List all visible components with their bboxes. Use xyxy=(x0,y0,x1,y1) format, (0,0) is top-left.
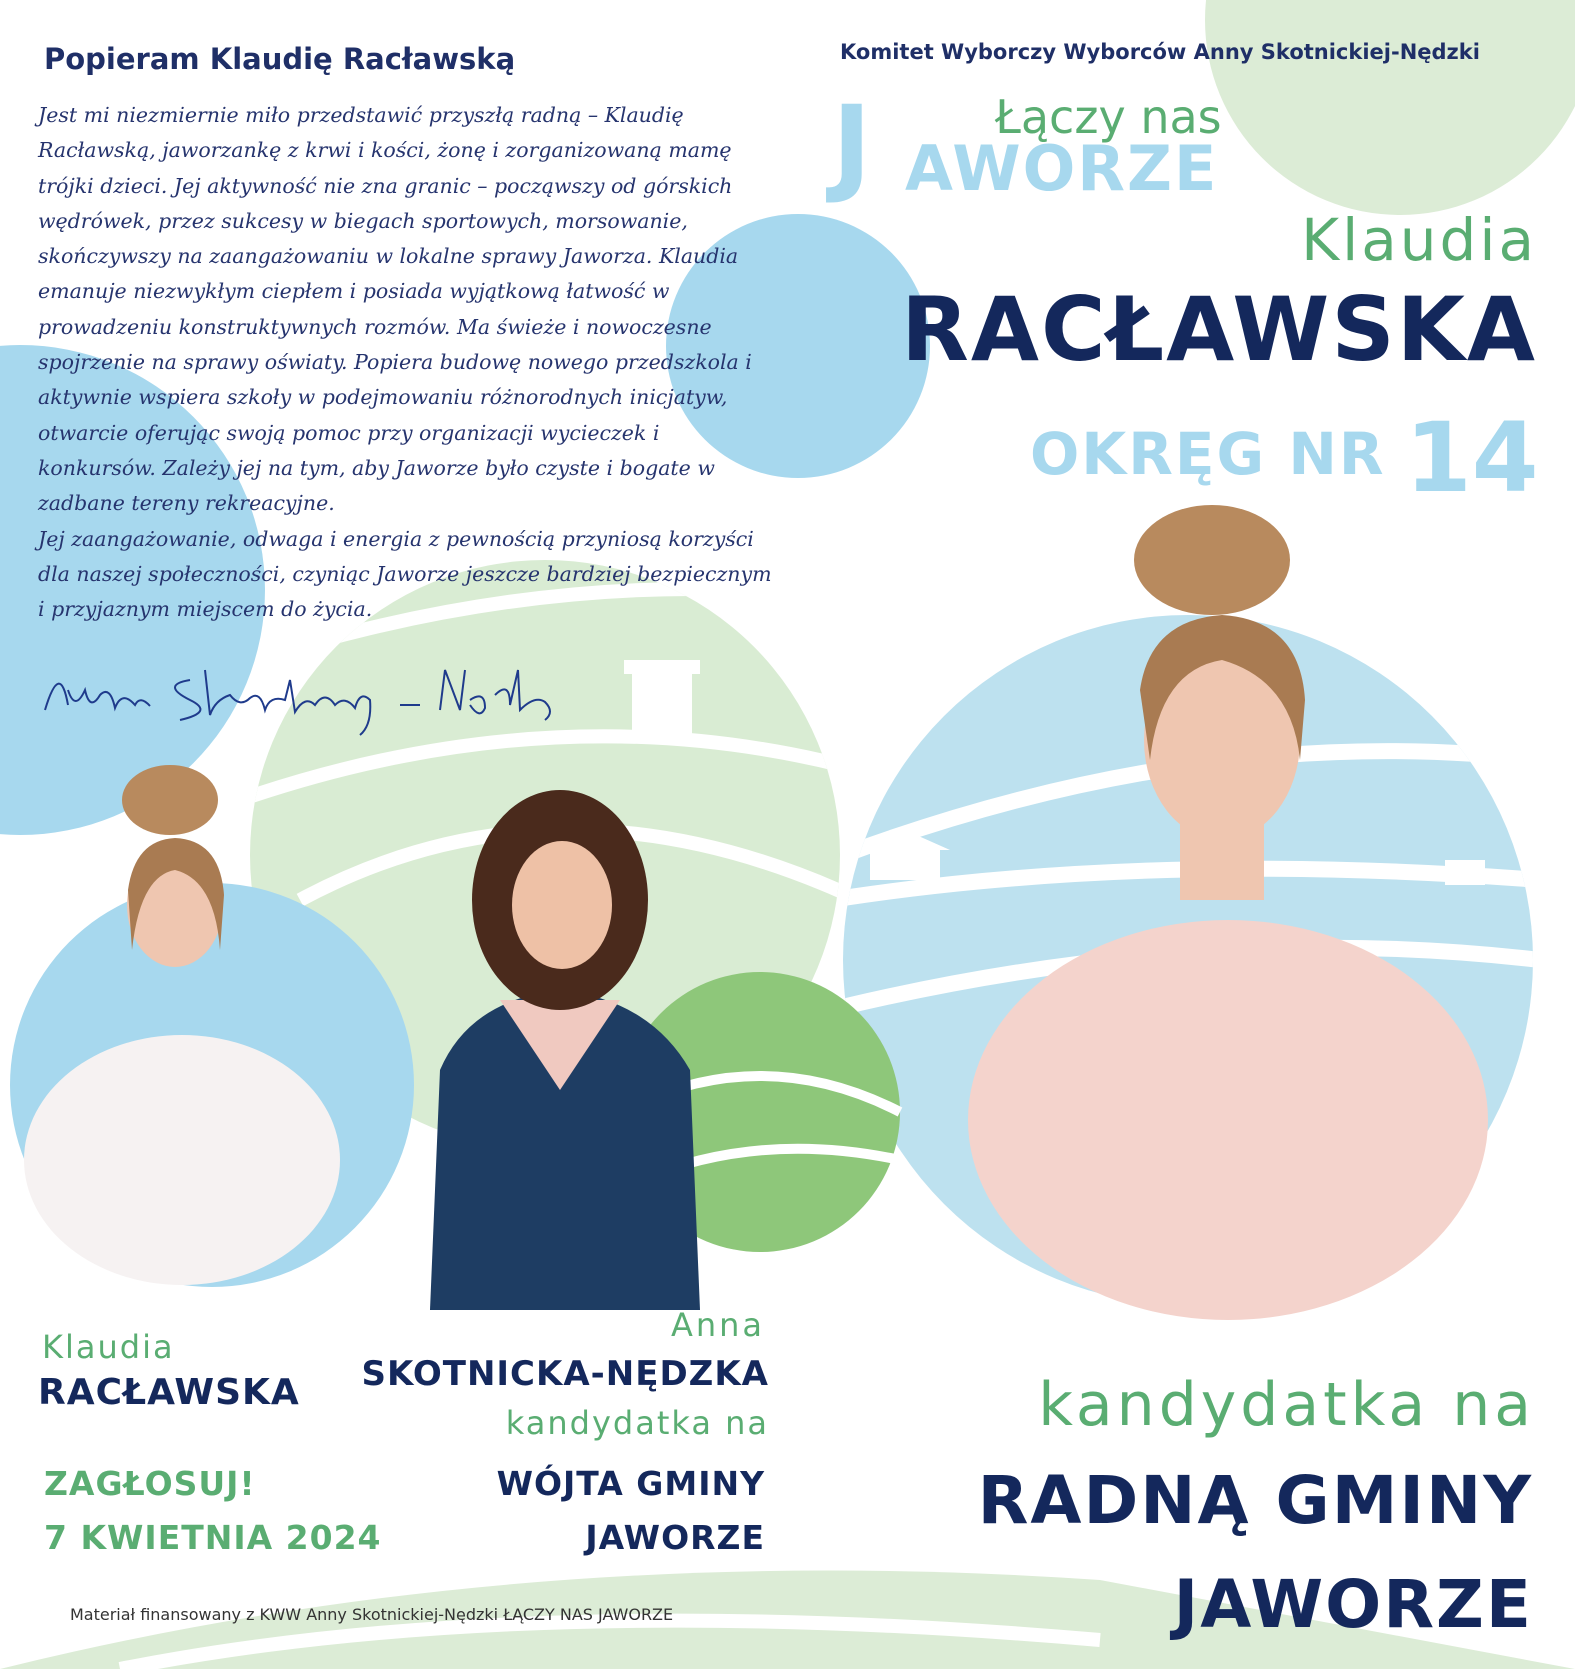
candidate-first-name: Klaudia xyxy=(1301,206,1537,274)
left-caption-last-name: RACŁAWSKA xyxy=(38,1372,300,1413)
vote-date: 7 KWIETNIA 2024 xyxy=(44,1518,382,1557)
mayor-last-name: SKOTNICKA-NĘDZKA xyxy=(361,1354,769,1394)
district-label: OKRĘG NR xyxy=(1030,420,1386,488)
committee-name: Komitet Wyborczy Wyborców Anny Skotnickiej-Nędzki xyxy=(840,40,1480,64)
district-number: 14 xyxy=(1405,402,1539,514)
mayor-first-name: Anna xyxy=(670,1306,765,1344)
support-heading: Popieram Klaudię Racławską xyxy=(44,42,516,76)
mayor-office-line2: JAWORZE xyxy=(585,1518,765,1557)
support-paragraph: Jest mi niezmiernie miło przedstawić przyszłą radną – Klaudię Racławską, jaworzankę z krwi i kości, żonę i zorganizowaną mamę trójki dzieci. Jej aktywność nie zna granic – począwszy od górskich wędrówek, przez sukcesy w biegach sportowych, morsowanie, skończywszy na zaangażowaniu w lokalne sprawy Jaworza. Klaudia emanuje niezwykłym ciepłem i posiada wyjątkową łatwość w prowadzeniu konstruktywnych rozmów. Ma świeże i nowoczesne spojrzenie na sprawy oświaty. Popiera budowę nowego przedszkola i aktywnie wspiera szkoły w podejmowaniu różnorodnych inicjatyw, otwarcie oferując swoją pomoc przy organizacji wycieczek i konkursów. Zależy jej na tym, aby Jaworze było czyste i bogate w zadbane tereny rekreacyjne. xyxy=(38,103,752,516)
slogan-first-letter: J xyxy=(832,83,872,206)
bg-circle-green-top xyxy=(1205,0,1575,215)
support-paragraph: Jej zaangażowanie, odwaga i energia z pewnością przyniosą korzyści dla naszej społeczności, czyniąc Jaworze jeszcze bardziej bezpiecznym i przyjaznym miejscem do życia. xyxy=(38,526,772,622)
vote-call: ZAGŁOSUJ! xyxy=(44,1464,256,1503)
slogan-top: Łączy nas xyxy=(995,90,1222,144)
funding-note: Materiał finansowany z KWW Anny Skotnickiej-Nędzki ŁĄCZY NAS JAWORZE xyxy=(70,1605,674,1624)
council-office-line2: JAWORZE xyxy=(1173,1566,1533,1643)
mayor-office-line1: WÓJTA GMINY xyxy=(496,1464,765,1503)
candidate-last-name: RACŁAWSKA xyxy=(901,278,1537,381)
slogan-main: AWORZE xyxy=(905,132,1219,205)
council-office-line1: RADNĄ GMINY xyxy=(977,1462,1533,1539)
left-caption-first-name: Klaudia xyxy=(42,1328,175,1366)
council-candidacy: kandydatka na xyxy=(1038,1370,1535,1440)
mayor-candidacy: kandydatka na xyxy=(505,1404,769,1442)
signature-image xyxy=(40,650,560,740)
support-letter xyxy=(38,98,778,627)
